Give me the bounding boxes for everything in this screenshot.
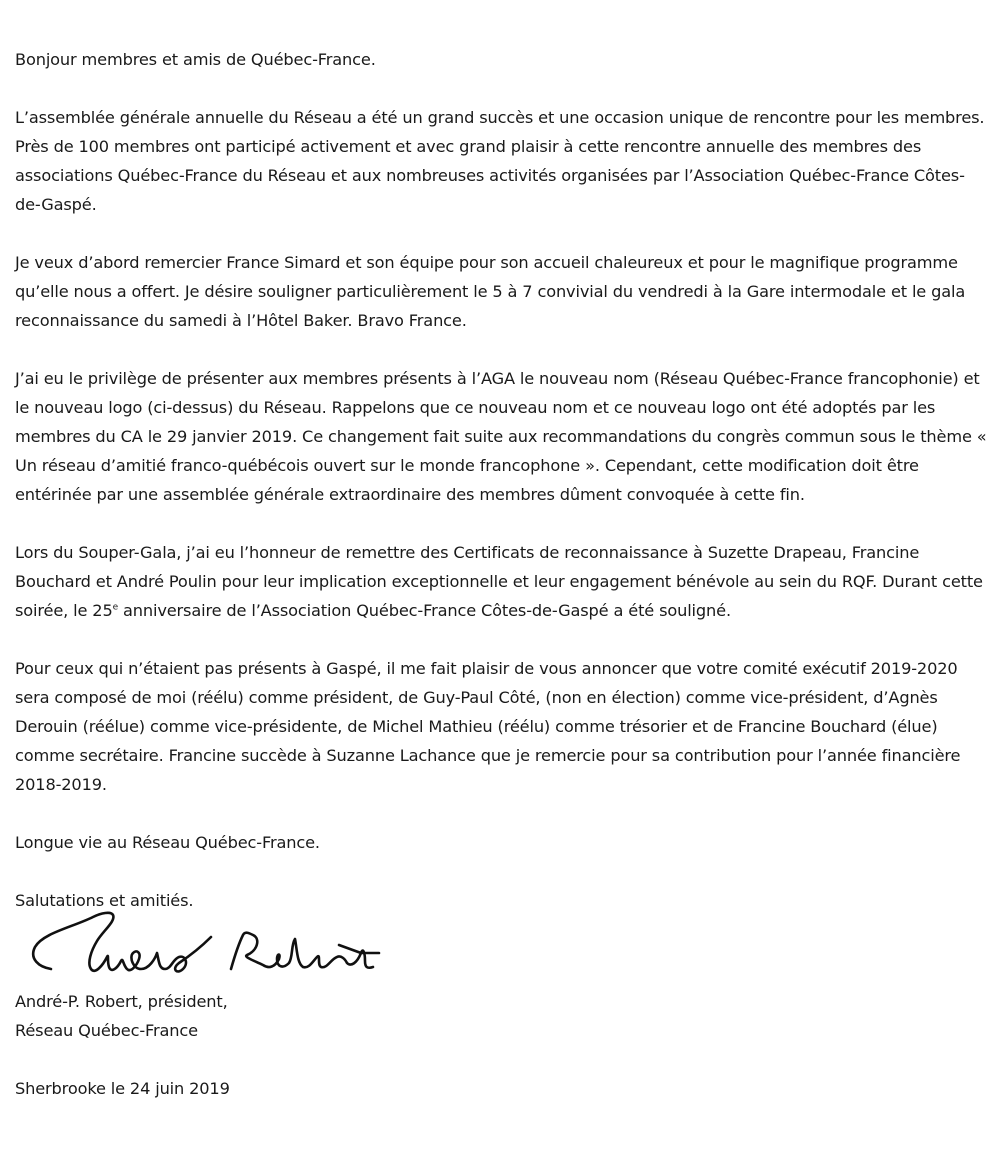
- paragraph-souper-gala: [15, 538, 990, 625]
- paragraph-new-name-logo: J’ai eu le privilège de présenter aux membres présents à l’AGA le nouveau nom (Réseau Québec-France francophonie) et le nouveau logo (ci-dessus) du Réseau. Rappelons que ce nouveau nom et ce nouveau logo ont été adoptés par les membres du CA le 29 janvier 2019. Ce changement fait suite aux recommandations du congrès commun sous le thème « Un réseau d’amitié franco-québécois ouvert sur le monde francophone ». Cependant, cette modification doit être entérinée par une assemblée générale extraordinaire des membres dûment convoquée à cette fin.: [15, 369, 987, 504]
- place-date: Sherbrooke le 24 juin 2019: [15, 1079, 230, 1098]
- greeting: Bonjour membres et amis de Québec-France.: [15, 50, 376, 69]
- signer-line-1: André-P. Robert, président,: [15, 992, 228, 1011]
- handwritten-signature: [21, 909, 381, 985]
- ordinal-superscript: e: [112, 602, 118, 613]
- closing: Salutations et amitiés.: [15, 891, 194, 910]
- paragraph-executive-committee: Pour ceux qui n’étaient pas présents à Gaspé, il me fait plaisir de vous annoncer que votre comité exécutif 2019-2020 sera composé de moi (réélu) comme président, de Guy-Paul Côté, (non en élection) comme vice-président, d’Agnès Derouin (réélue) comme vice-présidente, de Michel Mathieu (réélu) comme trésorier et de Francine Bouchard (élue) comme secrétaire. Francine succède à Suzanne Lachance que je remercie pour sa contribution pour l’année financière 2018-2019.: [15, 659, 961, 794]
- paragraph-long-live: Longue vie au Réseau Québec-France.: [15, 833, 320, 852]
- paragraph-thanks: Je veux d’abord remercier France Simard et son équipe pour son accueil chaleureux et pour le magnifique programme qu’elle nous a offert. Je désire souligner particulièrement le 5 à 7 convivial du vendredi à la Gare intermodale et le gala reconnaissance du samedi à l’Hôtel Baker. Bravo France.: [15, 253, 966, 330]
- paragraph-aga-success: L’assemblée générale annuelle du Réseau a été un grand succès et une occasion unique de rencontre pour les membres. Près de 100 membres ont participé activement et avec grand plaisir à cette rencontre annuelle des membres des associations Québec-France du Réseau et aux nombreuses activités organisées par l’Association Québec-France Côtes-de-Gaspé.: [15, 108, 985, 214]
- signer-name-title: [15, 987, 990, 1045]
- gala-text-part2: anniversaire de l’Association Québec-France Côtes-de-Gaspé a été souligné.: [117, 601, 731, 620]
- signer-line-2: Réseau Québec-France: [15, 1021, 198, 1040]
- gala-text-part1: Lors du Souper-Gala, j’ai eu l’honneur de remettre des Certificats de reconnaissance à Suzette Drapeau, Francine Bouchard et André Poulin pour leur implication exceptionnelle et leur engagement bénévole au sein du RQF. Durant cette soirée, le 25: [15, 543, 983, 620]
- letter-body: [15, 45, 990, 1132]
